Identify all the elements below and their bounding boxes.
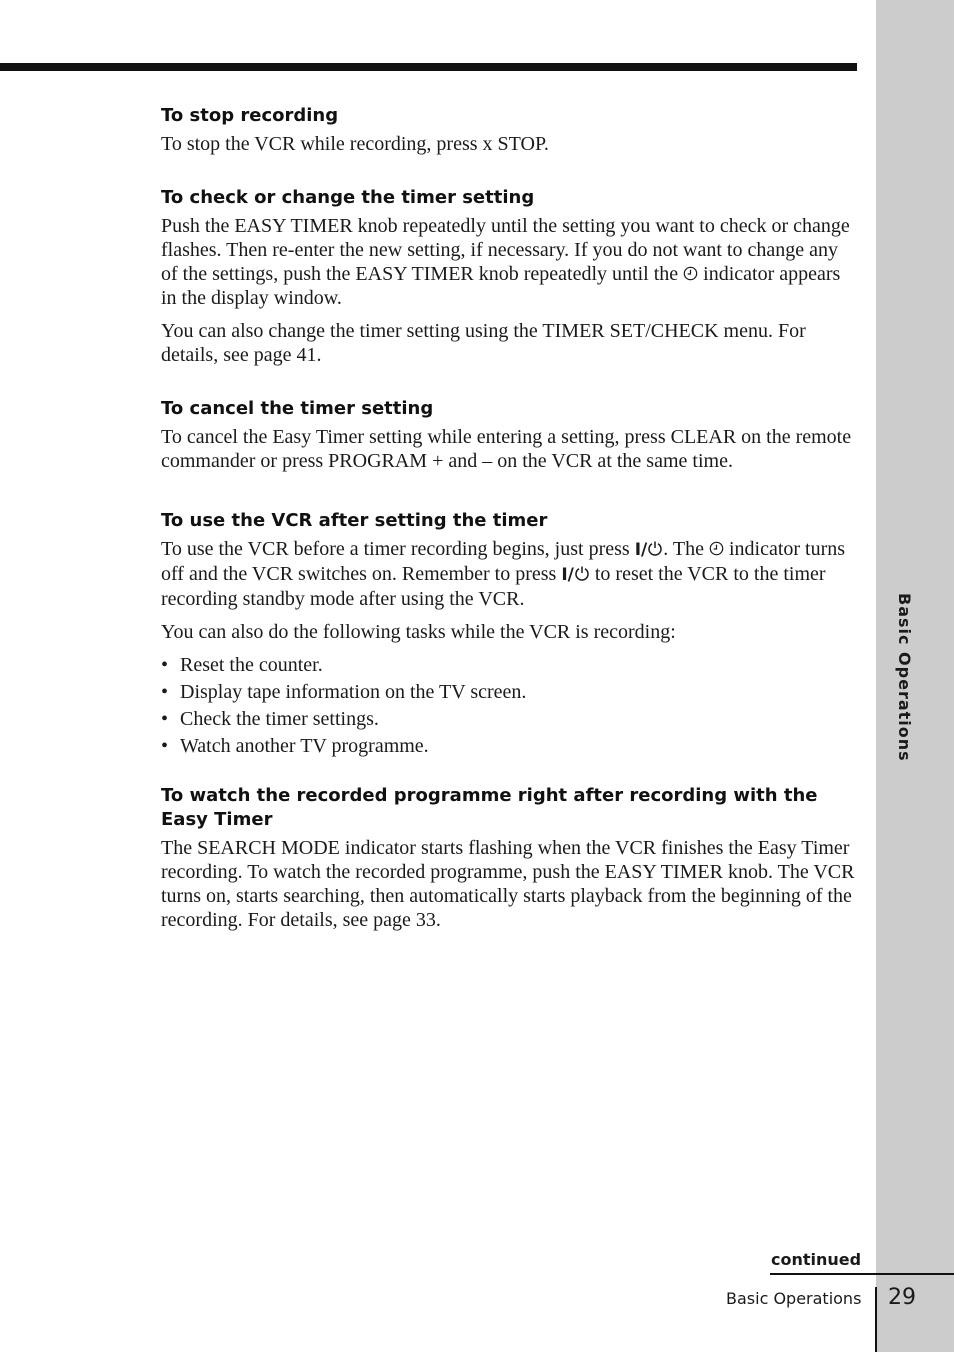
paragraph: You can also change the timer setting using the TIMER SET/CHECK menu. For details, see page 41. <box>161 320 806 366</box>
paragraph: The SEARCH MODE indicator starts flashing when the VCR finishes the Easy Timer recording. To watch the recorded programme, push the EASY TIMER knob. The VCR turns on, starts searching, then automatically starts playback from the beginning of the recording. For details, see page 33. <box>161 837 855 931</box>
page-number: 29 <box>888 1285 916 1310</box>
paragraph: You can also do the following tasks while the VCR is recording: <box>161 621 676 643</box>
section-heading: To check or change the timer setting <box>161 187 535 208</box>
top-rule <box>0 63 857 71</box>
side-tab <box>876 0 954 1352</box>
paragraph-text: . The <box>663 538 704 560</box>
section-check-timer <box>161 186 857 367</box>
list-item: • Display tape information on the TV screen. <box>161 680 857 704</box>
paragraph <box>161 537 857 611</box>
section-heading: To stop recording <box>161 105 339 126</box>
section-stop-recording <box>161 104 857 156</box>
list-item: • Check the timer settings. <box>161 707 857 731</box>
section-heading: To use the VCR after setting the timer <box>161 510 548 531</box>
paragraph-text: Push the EASY TIMER knob repeatedly until the setting you want to check or change flashes. Then re-enter the new setting, if necessary. If you do not want to change any of the settings, push the EASY TIMER knob repeatedly until the <box>161 215 850 285</box>
section-heading: To cancel the timer setting <box>161 398 434 419</box>
paragraph: To stop the VCR while recording, press x STOP. <box>161 133 549 155</box>
continued-label: continued <box>771 1250 862 1269</box>
paragraph: To cancel the Easy Timer setting while entering a setting, press CLEAR on the remote commander or press PROGRAM + and – on the VCR at the same time. <box>161 426 852 472</box>
power-icon <box>574 565 590 581</box>
paragraph-text: indicator appears in the display window. <box>161 263 841 309</box>
power-button-prefix: I/ <box>634 540 648 560</box>
list-item: • Reset the counter. <box>161 653 857 677</box>
section-heading: To watch the recorded programme right after recording with the Easy Timer <box>161 785 818 830</box>
paragraph-text: to reset the VCR to the timer recording standby mode after using the VCR. <box>161 563 826 610</box>
section-cancel-timer <box>161 397 857 473</box>
power-button-symbol <box>635 540 664 560</box>
paragraph-text: To use the VCR before a timer recording begins, just press <box>161 538 630 560</box>
footer-divider <box>875 1287 877 1352</box>
paragraph-text: indicator turns off and the VCR switches on. Remember to press <box>161 538 846 585</box>
power-button-symbol <box>561 565 590 585</box>
footer-rule <box>770 1273 954 1275</box>
power-icon <box>647 540 663 556</box>
paragraph <box>161 214 857 310</box>
list-item: • Watch another TV programme. <box>161 734 857 758</box>
power-button-prefix: I/ <box>561 565 574 585</box>
section-use-vcr <box>161 509 857 758</box>
timer-clock-icon <box>683 266 698 281</box>
section-watch-recorded <box>161 784 857 932</box>
timer-clock-icon <box>709 541 724 556</box>
footer-section-name: Basic Operations <box>726 1289 862 1308</box>
task-list <box>161 653 857 758</box>
page-content <box>161 104 857 941</box>
side-tab-label: Basic Operations <box>895 593 914 762</box>
